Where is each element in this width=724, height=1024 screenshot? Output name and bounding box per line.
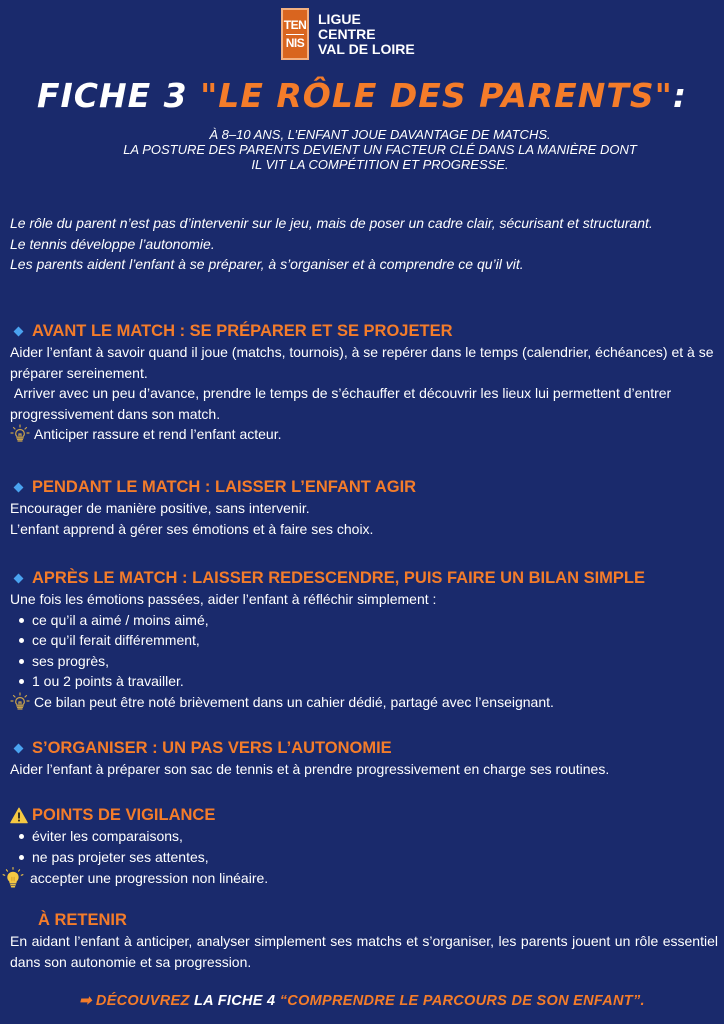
section-paragraph: L’enfant apprend à gérer ses émotions et à faire ses choix. — [10, 520, 374, 537]
section-pendant-match — [10, 476, 718, 539]
list-item: ses progrès, — [10, 651, 718, 672]
tip-line — [10, 692, 718, 713]
lightbulb-outline-icon — [10, 424, 30, 444]
arrow-right-icon: ➡ — [79, 993, 92, 1009]
next-sheet-callout — [0, 993, 724, 1009]
section-heading — [10, 567, 718, 589]
section-heading — [10, 909, 718, 931]
section-vigilance — [10, 804, 718, 889]
section-heading — [10, 320, 718, 342]
cta-part-2: LA FICHE 4 — [194, 993, 280, 1009]
diamond-bullet-icon — [14, 482, 24, 492]
subtitle-line-2: LA POSTURE DES PARENTS DEVIENT UN FACTEUR CLÉ DANS LA MANIÈRE DONT IL VIT LA COMPÉTITION ET PROGRESSE. — [123, 142, 637, 172]
logo-line-2: CENTRE — [318, 25, 376, 42]
logo-text — [318, 12, 415, 57]
intro-text — [10, 213, 718, 275]
diamond-bullet-icon — [14, 326, 24, 336]
tip-text: Anticiper rassure et rend l’enfant acteur. — [34, 426, 282, 442]
section-heading — [10, 804, 718, 826]
lightbulb-icon — [2, 867, 24, 889]
list-item: ne pas projeter ses attentes, — [10, 847, 718, 868]
section-heading-text: POINTS DE VIGILANCE — [32, 806, 216, 824]
lightbulb-outline-icon — [10, 692, 30, 712]
title-suffix: : — [672, 76, 688, 115]
ligue-logo — [281, 8, 415, 60]
intro-paragraph: Le tennis développe l’autonomie. — [10, 235, 215, 252]
section-paragraph: En aidant l’enfant à anticiper, analyser simplement ses matchs et s’organiser, les parents jouent un rôle essentiel dans son autonomie et sa progression. — [10, 933, 718, 970]
section-apres-match — [10, 567, 718, 712]
logo-line-3: VAL DE LOIRE — [318, 40, 415, 57]
page-title — [0, 76, 724, 116]
section-retenir — [10, 909, 718, 972]
tip-text: Ce bilan peut être noté brièvement dans un cahier dédié, partagé avec l’enseignant. — [34, 693, 554, 710]
section-paragraph: Arriver avec un peu d’avance, prendre le temps de s’échauffer et découvrir les lieux lui permettent d’entrer progressivement dans son match. — [10, 385, 676, 422]
section-paragraph: Aider l’enfant à préparer son sac de tennis et à prendre progressivement en charge ses routines. — [10, 761, 610, 777]
tennis-logo-mark — [281, 8, 309, 60]
vigilance-list — [10, 826, 718, 867]
cta-part-1: DÉCOUVREZ — [91, 993, 194, 1009]
diamond-bullet-icon — [14, 743, 24, 753]
section-heading — [10, 737, 718, 759]
section-heading-text: AVANT LE MATCH : SE PRÉPARER ET SE PROJETER — [32, 322, 453, 340]
cta-part-3: “COMPRENDRE LE PARCOURS DE SON ENFANT”. — [279, 993, 645, 1009]
section-heading-text: APRÈS LE MATCH : LAISSER REDESCENDRE, PUIS FAIRE UN BILAN SIMPLE — [32, 569, 645, 587]
page-subtitle — [120, 127, 640, 172]
intro-paragraph: Les parents aident l’enfant à se préparer, à s’organiser et à comprendre ce qu’il vit. — [10, 256, 524, 272]
section-paragraph: Une fois les émotions passées, aider l’enfant à réfléchir simplement : — [10, 591, 437, 607]
title-prefix: FICHE 3 — [36, 76, 201, 115]
logo-line-1: LIGUE — [318, 10, 361, 27]
logo-mark-top: TEN — [283, 17, 307, 32]
logo-mark-divider — [286, 34, 304, 35]
bilan-list — [10, 610, 718, 692]
tip-line — [10, 424, 718, 445]
list-item: ce qu’il ferait différemment, — [10, 630, 718, 651]
section-heading-text: S’ORGANISER : UN PAS VERS L’AUTONOMIE — [32, 739, 392, 757]
subtitle-line-1: À 8–10 ANS, L’ENFANT JOUE DAVANTAGE DE MATCHS. — [209, 127, 551, 142]
section-heading-text: À RETENIR — [38, 911, 127, 929]
section-heading-text: PENDANT LE MATCH : LAISSER L’ENFANT AGIR — [32, 478, 417, 496]
tip-line — [2, 867, 718, 889]
section-avant-match — [10, 320, 718, 445]
logo-mark-bottom: NIS — [285, 35, 305, 50]
section-paragraph: Aider l’enfant à savoir quand il joue (matchs, tournois), à se repérer dans le temps (calendrier, échéances) et à se préparer sereinement. — [10, 344, 714, 381]
title-highlight: "LE RÔLE DES PARENTS" — [200, 76, 673, 115]
warning-icon — [10, 807, 28, 824]
list-item: éviter les comparaisons, — [10, 826, 718, 847]
section-heading — [10, 476, 718, 498]
intro-paragraph: Le rôle du parent n’est pas d’intervenir sur le jeu, mais de poser un cadre clair, sécurisant et structurant. — [10, 215, 653, 231]
section-organiser — [10, 737, 718, 780]
diamond-bullet-icon — [14, 573, 24, 583]
list-item: ce qu’il a aimé / moins aimé, — [10, 610, 718, 631]
tip-text: accepter une progression non linéaire. — [30, 869, 269, 886]
list-item: 1 ou 2 points à travailler. — [10, 671, 718, 692]
section-paragraph: Encourager de manière positive, sans intervenir. — [10, 500, 310, 516]
